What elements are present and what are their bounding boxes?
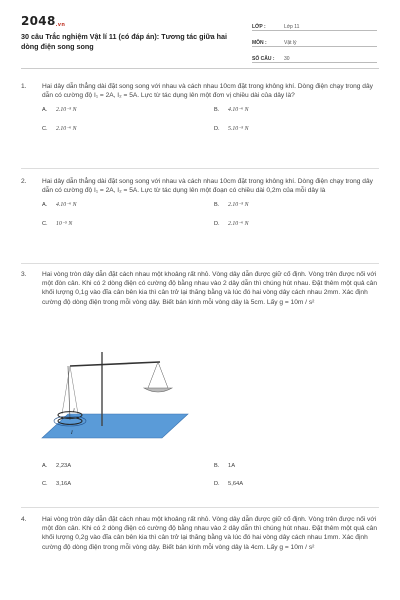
figure-beam [70,362,160,366]
meta-key: LỚP : [252,24,266,30]
option-label: C. [42,220,48,227]
figure-pan-string [148,362,158,388]
document-title: 30 câu Trắc nghiệm Vật lí 11 (có đáp án): Tương tác giữa hai dòng điện song song [21,32,228,51]
balance-figure [40,350,190,450]
question-divider [21,168,379,169]
option-a[interactable] [42,462,214,471]
option-b[interactable] [214,106,386,115]
option-a[interactable] [42,201,214,210]
logo-main: 2048 [21,14,56,28]
figure-scale-pan [144,388,172,392]
option-value: 2.10⁻⁵ N [56,107,77,114]
meta-value: Vật lý [284,40,297,46]
meta-row-subject [252,31,377,47]
question-3-options [21,462,379,489]
meta-key: SỐ CÂU : [252,56,275,62]
option-value: 2.10⁻⁶ N [228,220,249,227]
figure-pan-string [158,362,168,388]
options-grid [42,201,379,228]
option-value: 2.10⁻⁵ N [228,202,249,209]
question-number: 2. [21,178,27,185]
question-text: Hai vòng tròn dây dẫn đặt cách nhau một khoảng rất nhỏ. Vòng dây dẫn được giữ cố định. Vòng trên được nối với một đòn cân. Khi có 2 dòng điện có cường độ bằng nhau vào 2 dây dẫn thì chúng hút nhau. Đặt thêm một quả cân khối lượng 0,2g vào đĩa cân bên kia thì cân trở lại thăng bằng và lúc đó hai vòng dây cách nhau 1mm. Xác định cường độ dòng điện trong mỗi vòng dây. Biết bán kính mỗi vòng dây là 4cm. Lấy g = 10m / s² [42,516,377,551]
option-label: B. [214,107,220,114]
meta-value: Lớp 11 [284,24,300,30]
option-label: A. [42,463,48,469]
figure-current-label-top: I [73,409,75,414]
options-grid [42,106,379,133]
meta-box [252,15,377,63]
logo-suffix: .vn [55,22,66,28]
option-b[interactable] [214,462,386,471]
question-4 [21,515,379,552]
option-label: B. [214,202,220,209]
meta-row-count [252,47,377,63]
option-label: A. [42,107,48,114]
option-value: 5,64A [228,481,244,488]
option-label: C. [42,481,48,488]
figure-hanger-wire [70,366,78,414]
option-label: B. [214,463,220,469]
question-number: 3. [21,271,27,278]
option-c[interactable] [42,125,214,134]
question-2 [21,177,379,229]
option-b[interactable] [214,201,386,210]
option-a[interactable] [42,106,214,115]
option-label: A. [42,202,48,209]
option-value: 4.10⁻⁶ N [228,107,249,114]
question-text: Hai dây dẫn thẳng dài đặt song song với nhau và cách nhau 10cm đặt trong không khí. Dòng điện chạy trong dây dẫn có cường độ I₁ = 2A, I₂ = 5A. Lực từ tác dụng lên một đơn vị chiều dài của dây là? [42,83,373,100]
option-d[interactable] [214,480,386,489]
question-number: 1. [21,83,27,90]
question-divider [21,263,379,264]
option-d[interactable] [214,125,386,134]
question-text: Hai dây dẫn thẳng dài đặt song song với nhau và cách nhau 10cm đặt trong không khí. Dòng điện chạy trong dây dẫn có cường độ I₁ = 2A, I₂ = 5A. Lực từ tác dụng lên một đoạn có chiều dài 0,2m của mỗi dây là [42,178,373,195]
option-value: 2,23A [56,463,72,469]
option-value: 5.10⁻⁵ N [228,125,249,132]
question-divider [21,507,379,508]
question-3 [21,270,379,307]
question-number: 4. [21,516,27,523]
option-c[interactable] [42,480,214,489]
option-value: 2.10⁻⁶ N [56,125,77,132]
option-label: D. [214,220,220,227]
question-1 [21,82,379,134]
meta-value: 30 [284,56,290,62]
meta-row-class [252,15,377,31]
figure-current-label-bottom: I [71,431,73,436]
site-logo[interactable] [21,14,65,28]
option-label: D. [214,125,220,132]
question-text: Hai vòng tròn dây dẫn đặt cách nhau một khoảng rất nhỏ. Vòng dây dẫn được giữ cố định. Vòng trên được nối với một đòn cân. Khi có 2 dòng điện có cường độ bằng nhau vào 2 dây dẫn thì chúng hút nhau. Đặt thêm một quả cân khối lượng 0,1g vào đĩa cân bên kia thì cân trở lại thăng bằng và lúc đó hai vòng dây cách nhau 2mm. Xác định cường độ dòng điện trong mỗi vòng dây. Biết bán kính mỗi vòng dây là 5cm. Lấy g = 10m / s² [42,271,377,306]
option-label: C. [42,125,48,132]
option-value: 1A [228,463,236,469]
option-value: 3,16A [56,481,72,488]
option-c[interactable] [42,220,214,229]
option-value: 10⁻⁵ N [56,220,73,227]
header-divider [21,68,379,69]
option-d[interactable] [214,220,386,229]
meta-key: MÔN : [252,40,267,46]
option-label: D. [214,481,220,488]
option-value: 4.10⁻⁶ N [56,202,77,209]
options-grid [42,462,379,489]
